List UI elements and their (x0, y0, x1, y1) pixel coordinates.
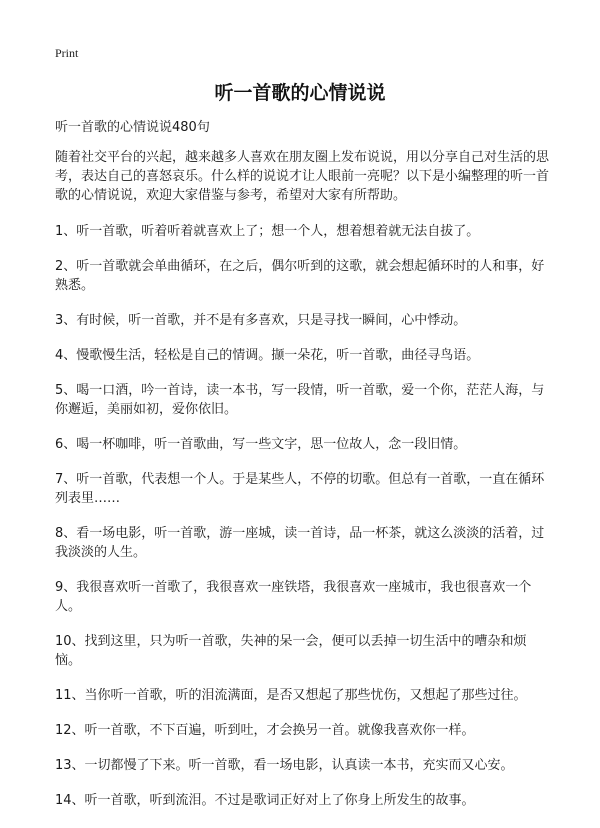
list-item: 1、听一首歌，听着听着就喜欢上了；想一个人，想着想着就无法自拔了。 (55, 224, 480, 239)
list-item: 13、一切都慢了下来。听一首歌，看一场电影，认真读一本书，充实而又心安。 (55, 758, 514, 773)
article-subtitle: 听一首歌的心情说说480句 (55, 120, 210, 135)
list-item: 2、听一首歌就会单曲循环，在之后，偶尔听到的这歌，就会想起循环时的人和事，好熟悉。 (55, 259, 545, 293)
intro-paragraph: 随着社交平台的兴起，越来越多人喜欢在朋友圈上发布说说，用以分享自己对生活的思考，表达自己的喜怒哀乐。什么样的说说才让人眼前一亮呢？以下是小编整理的听一首歌的心情说说，欢迎大家借鉴与参考，希望对大家有所帮助。 (55, 150, 550, 203)
list-item: 9、我很喜欢听一首歌了，我很喜欢一座铁塔，我很喜欢一座城市，我也很喜欢一个人。 (55, 580, 532, 614)
list-item: 4、慢歌慢生活，轻松是自己的情调。撷一朵花，听一首歌，曲径寻鸟语。 (55, 348, 480, 363)
list-item: 10、找到这里，只为听一首歌，失神的呆一会，便可以丢掉一切生活中的嘈杂和烦恼。 (55, 634, 527, 668)
list-item: 5、喝一口酒，吟一首诗，读一本书，写一段情，听一首歌，爱一个你，茫茫人海，与你邂逅，美丽如初，爱你依旧。 (55, 383, 545, 417)
article-body (55, 148, 550, 826)
page-title: 听一首歌的心情说说 (214, 82, 386, 104)
list-item: 12、听一首歌，不下百遍，听到吐，才会换另一首。就像我喜欢你一样。 (55, 723, 475, 738)
list-item: 3、有时候，听一首歌，并不是有多喜欢，只是寻找一瞬间，心中悸动。 (55, 313, 467, 328)
list-item: 8、看一场电影，听一首歌，游一座城，读一首诗，品一杯茶，就这么淡淡的活着，过我淡淡的人生。 (55, 526, 545, 560)
list-item: 14、听一首歌，听到流泪。不过是歌词正好对上了你身上所发生的故事。 (55, 793, 475, 808)
list-item: 11、当你听一首歌，听的泪流满面，是否又想起了那些忧伤，又想起了那些过往。 (55, 688, 527, 703)
list-item: 7、听一首歌，代表想一个人。于是某些人，不停的切歌。但总有一首歌，一直在循环列表里…… (55, 472, 545, 506)
list-item: 6、喝一杯咖啡，听一首歌曲，写一些文字，思一位故人，念一段旧情。 (55, 437, 467, 452)
print-link[interactable]: Print (55, 46, 79, 60)
